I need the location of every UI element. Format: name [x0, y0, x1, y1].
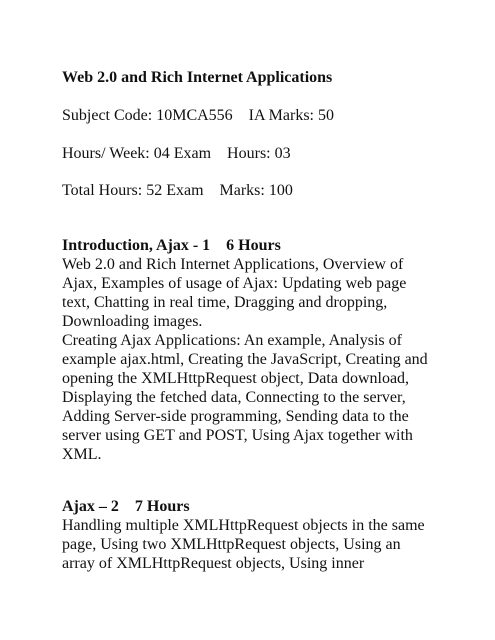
body-line: Handling multiple XMLHttpRequest objects in the same [62, 517, 425, 534]
body-line: opening the XMLHttpRequest object, Data download, [62, 370, 410, 387]
body-line: Creating Ajax Applications: An example, Analysis of [62, 332, 402, 349]
body-line: Web 2.0 and Rich Internet Applications, Overview of [62, 256, 404, 273]
section-heading-ajax-2: Ajax – 2 7 Hours [62, 498, 190, 515]
body-line: Displaying the fetched data, Connecting to the server, [62, 389, 406, 406]
body-line: example ajax.html, Creating the JavaScript, Creating and [62, 351, 428, 368]
hours-per-week-line: Hours/ Week: 04 Exam Hours: 03 [62, 145, 291, 162]
subject-code-line: Subject Code: 10MCA556 IA Marks: 50 [62, 107, 334, 124]
section-heading-intro-ajax-1: Introduction, Ajax - 1 6 Hours [62, 237, 281, 254]
body-line: Adding Server-side programming, Sending data to the [62, 408, 409, 425]
body-line: Ajax, Examples of usage of Ajax: Updating web page [62, 275, 407, 292]
body-line: server using GET and POST, Using Ajax together with [62, 427, 413, 444]
body-line: Downloading images. [62, 313, 203, 330]
body-line: XML. [62, 446, 102, 463]
section-body-intro-ajax-1 [62, 255, 428, 464]
document-title: Web 2.0 and Rich Internet Applications [62, 69, 333, 86]
section-body-ajax-2 [62, 516, 425, 573]
body-line: array of XMLHttpRequest objects, Using inner [62, 555, 365, 572]
total-hours-line: Total Hours: 52 Exam Marks: 100 [62, 182, 293, 199]
body-line: text, Chatting in real time, Dragging and dropping, [62, 294, 388, 311]
body-line: page, Using two XMLHttpRequest objects, Using an [62, 536, 401, 553]
